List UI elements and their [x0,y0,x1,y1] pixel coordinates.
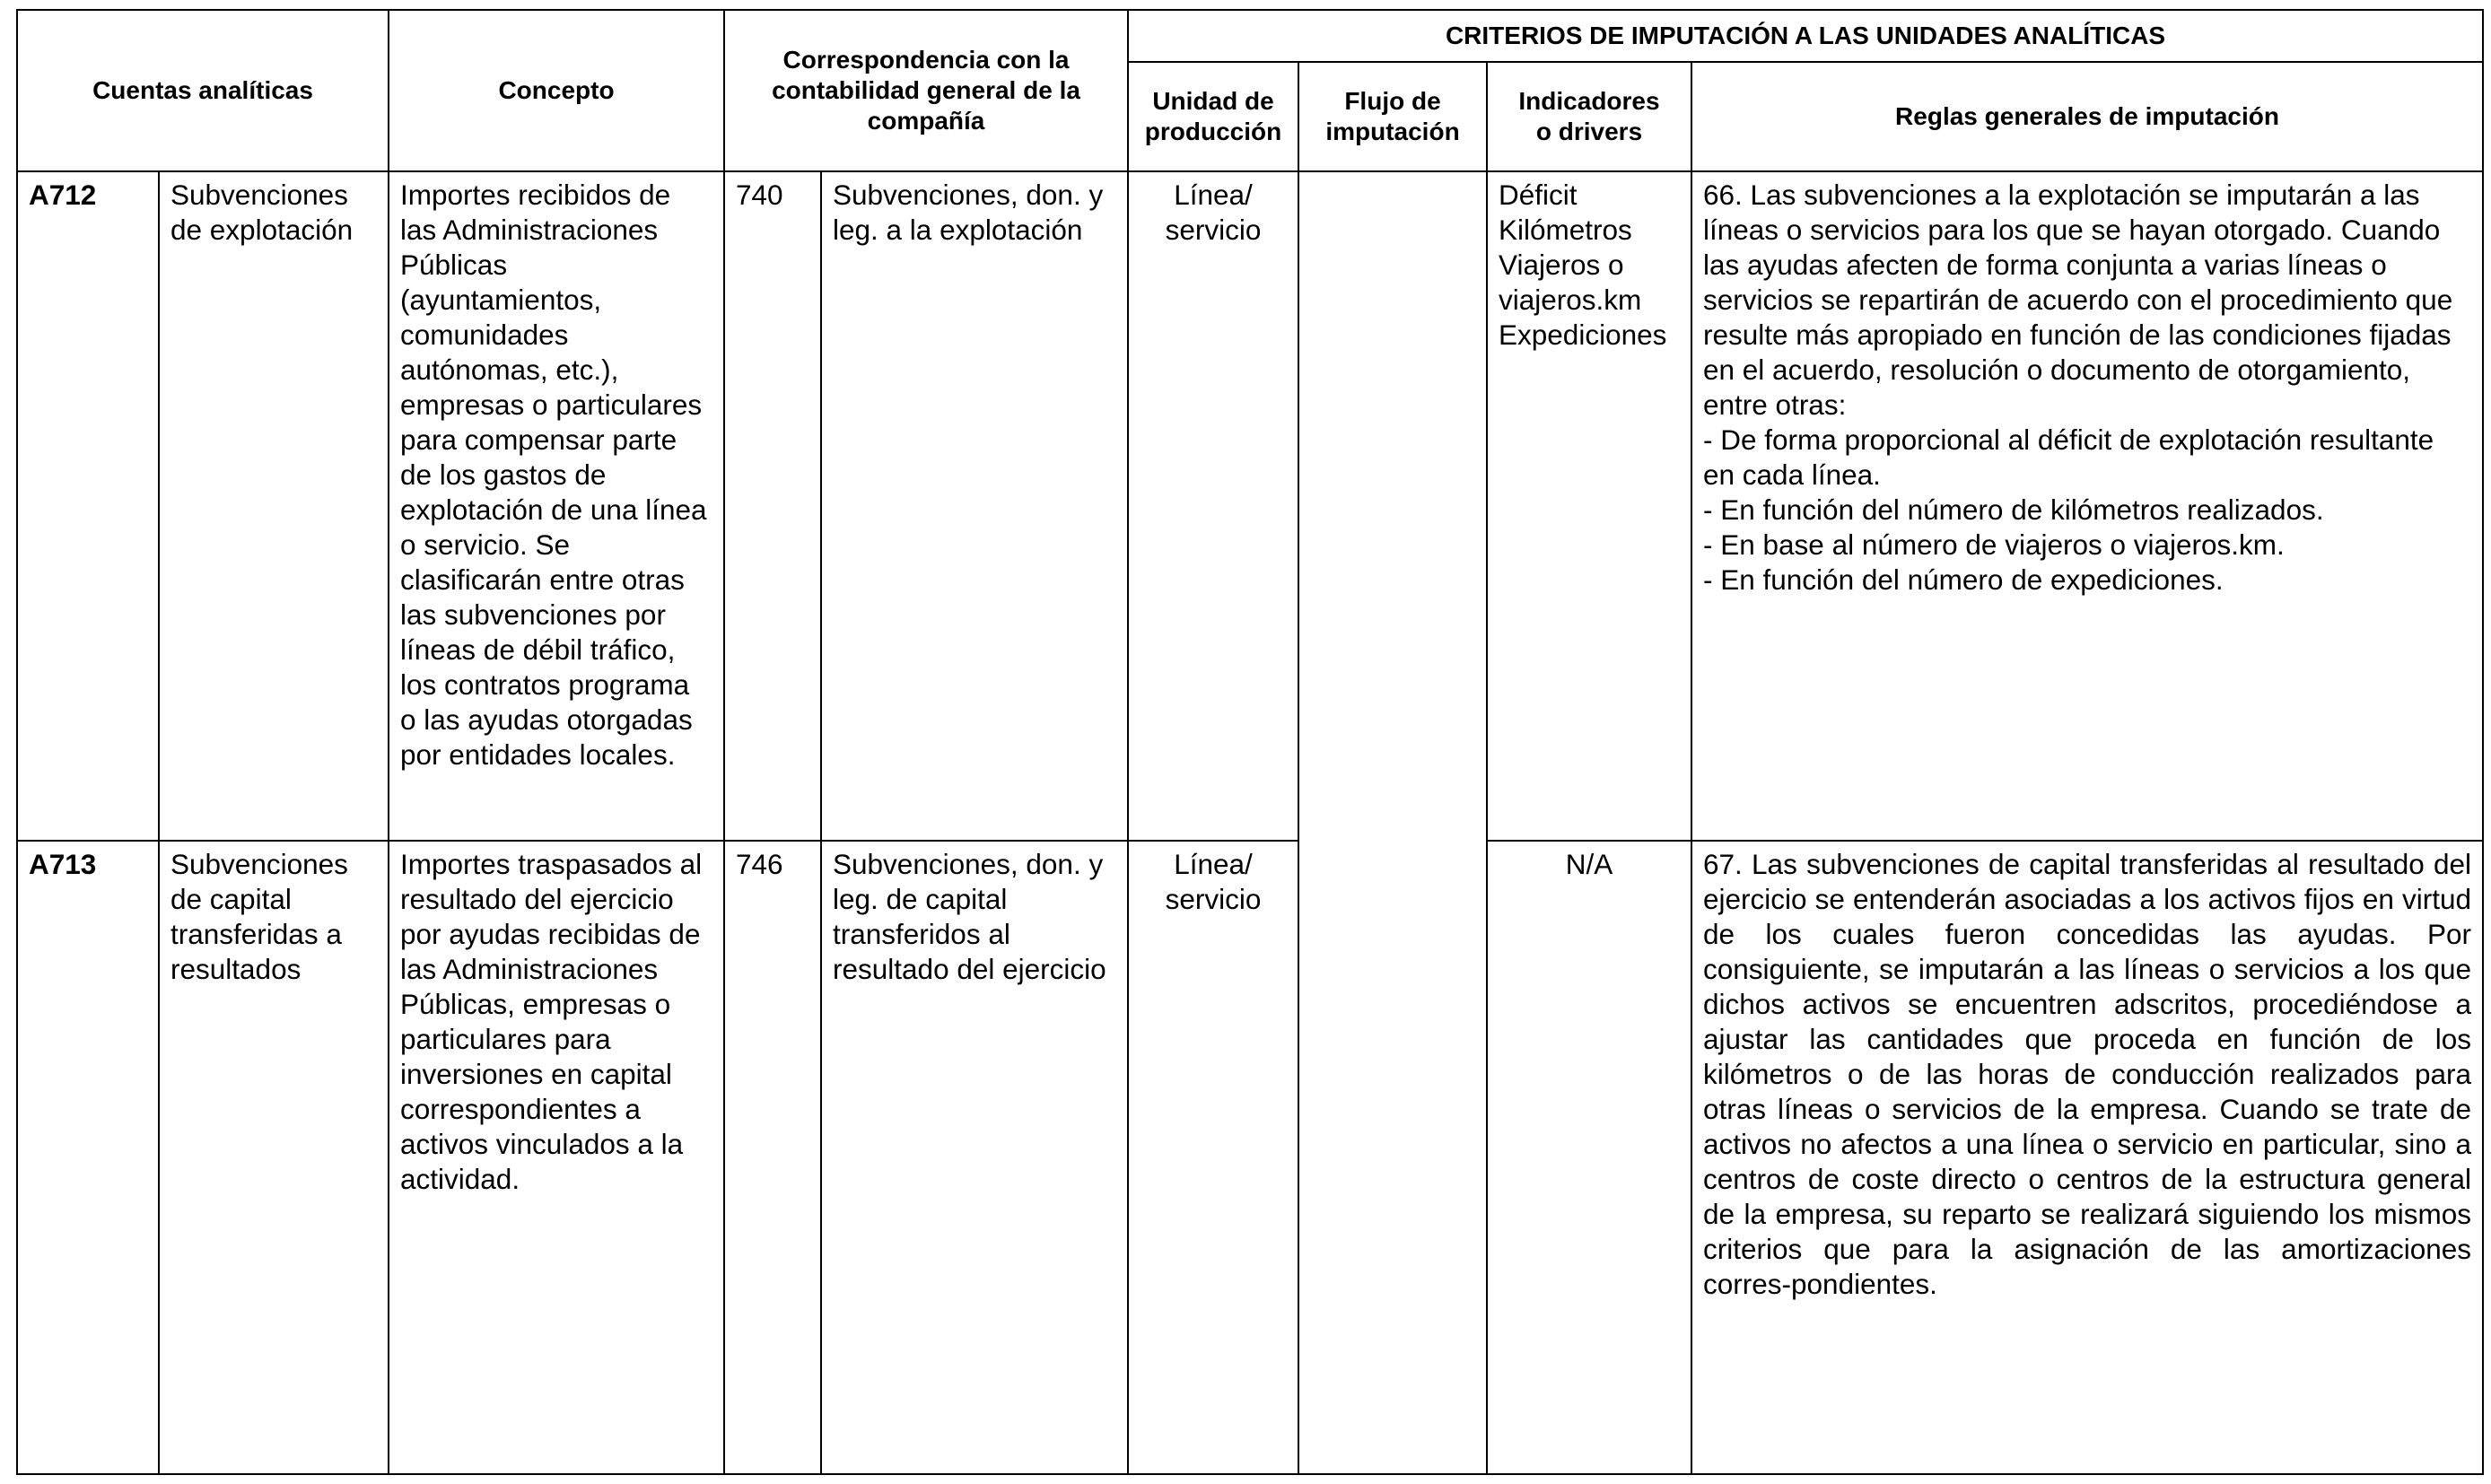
header-flujo: Flujo de imputación [1298,62,1487,171]
account-name: Subvenciones de capital transferidas a resultados [159,841,389,1474]
general-account-number: 746 [724,841,821,1474]
concept-text: Importes recibidos de las Administraciones Públicas (ayuntamientos, comunidades autónomas, etc.), empresas o particulares para compensar parte de los gastos de explotación de una línea o servicio. Se clasificarán entre otras las subvenciones por líneas de débil tráfico, los contratos programa o las ayudas otorgadas por entidades locales. [389,171,724,841]
general-account-name: Subvenciones, don. y leg. de capital transferidos al resultado del ejercicio [821,841,1128,1474]
production-unit: Línea/ servicio [1128,171,1298,841]
header-unidad: Unidad de producción [1128,62,1298,171]
header-cuentas: Cuentas analíticas [17,10,389,171]
drivers-na: N/A [1487,841,1691,1474]
header-criterios: CRITERIOS DE IMPUTACIÓN A LAS UNIDADES ANALÍTICAS [1128,10,2483,62]
drivers-list [1487,171,1691,841]
table-row [17,171,2483,841]
driver-item: Kilómetros [1499,214,1632,246]
header-concepto: Concepto [389,10,724,171]
driver-item: Viajeros o viajeros.km [1499,249,1642,316]
driver-item: Déficit [1499,179,1578,211]
imputation-flow [1298,171,1487,1474]
production-unit: Línea/ servicio [1128,841,1298,1474]
account-code: A713 [17,841,159,1474]
general-account-number: 740 [724,171,821,841]
imputation-rules: 66. Las subvenciones a la explotación se imputarán a las líneas o servicios para los que se hayan otorgado. Cuando las ayudas afecten de forma conjunta a varias líneas o servicios se repartirán de acuerdo con el procedimiento que resulte más apropiado en función de las condiciones fijadas en el acuerdo, resolución o documento de otorgamiento, entre otras: - De forma proporcional al déficit de explotación resultante en cada línea. - En función del número de kilómetros realizados. - En base al número de viajeros o viajeros.km. - En función del número de expediciones. [1691,171,2483,841]
imputation-rules: 67. Las subvenciones de capital transferidas al resultado del ejercicio se entenderán asociadas a los activos fijos en virtud de los cuales fueron concedidas las ayudas. Por consiguiente, se imputarán a las líneas o servicios a los que dichos activos se encuentren adscritos, procediéndose a ajustar las cantidades que proceda en función de los kilómetros o de las horas de conducción realizados para otras líneas o servicios de la empresa. Cuando se trate de activos no afectos a una línea o servicio en particular, sino a centros de coste directo o centros de la estructura general de la empresa, su reparto se realizará siguiendo los mismos criterios que para la asignación de las amortizaciones corres-pondientes. [1691,841,2483,1474]
driver-item: Expediciones [1499,319,1667,351]
imputation-criteria-table [16,9,2484,1475]
account-code: A712 [17,171,159,841]
header-indicadores: Indicadores o drivers [1487,62,1691,171]
concept-text: Importes traspasados al resultado del ejercicio por ayudas recibidas de las Administraciones Públicas, empresas o particulares para inversiones en capital correspondientes a activos vinculados a la actividad. [389,841,724,1474]
account-name: Subvenciones de explotación [159,171,389,841]
general-account-name: Subvenciones, don. y leg. a la explotación [821,171,1128,841]
header-reglas: Reglas generales de imputación [1691,62,2483,171]
header-correspondencia: Correspondencia con la contabilidad general de la compañía [724,10,1128,171]
table-row [17,841,2483,1474]
